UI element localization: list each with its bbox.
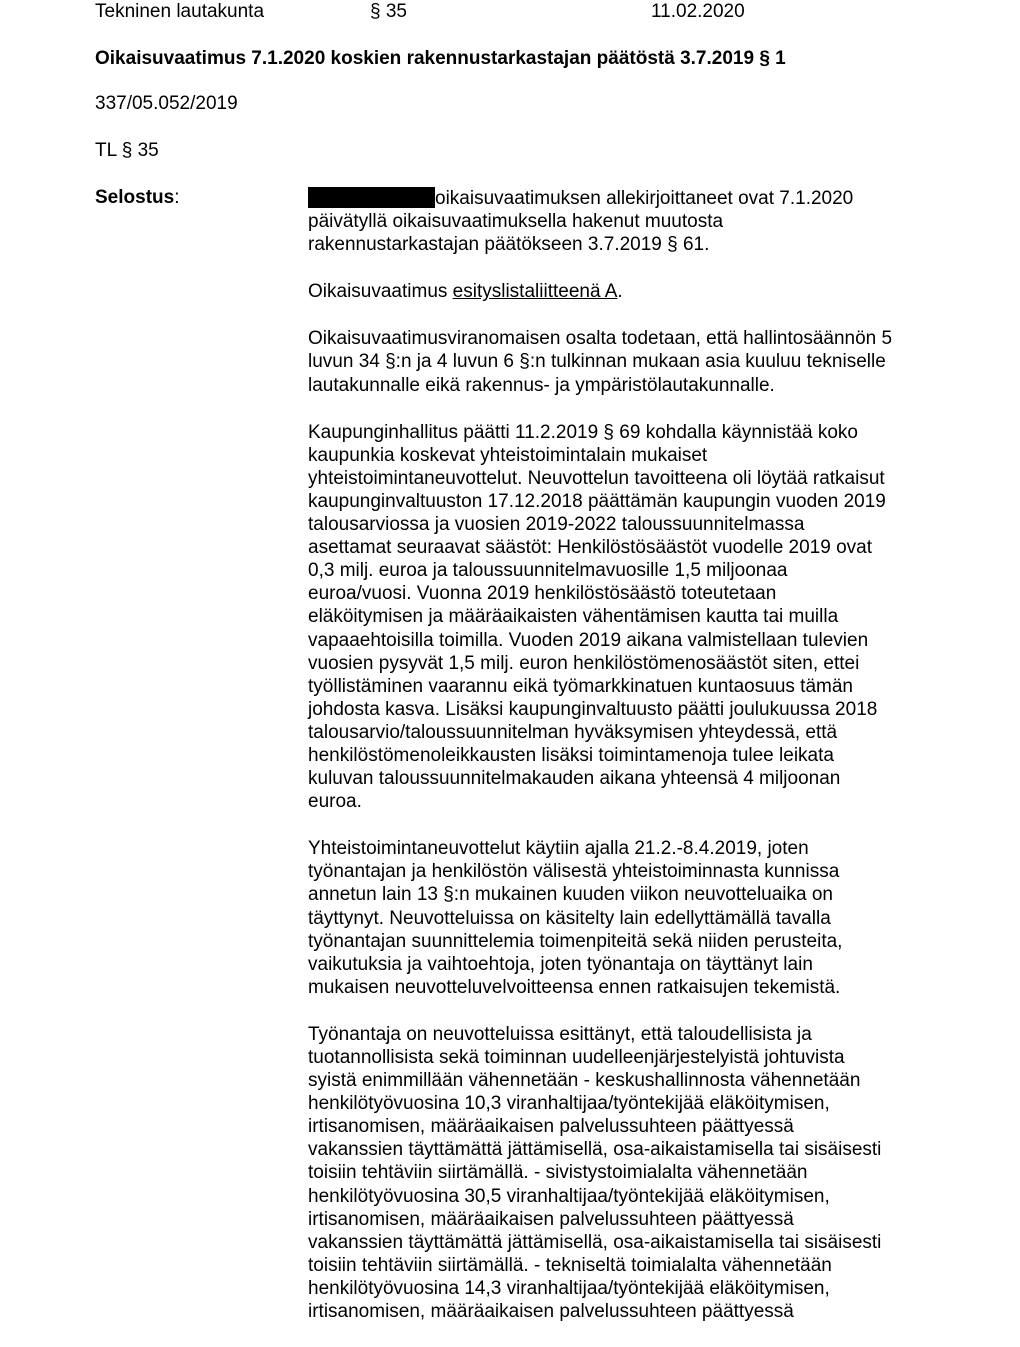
paragraph-line: täyttynyt. Neuvotteluissa on käsitelty lain edellyttämällä tavalla <box>308 907 831 929</box>
attachment-link[interactable]: esityslistaliitteenä A <box>452 281 618 303</box>
paragraph-line: työnantajan suunnittelemia toimenpiteitä sekä niiden perusteita, <box>308 930 843 952</box>
paragraph-line: vuosien pysyvät 1,5 milj. euron henkilöstömenosäästöt siten, ettei <box>308 652 860 674</box>
paragraph-line: tuotannollisista sekä toiminnan uudelleenjärjestelyistä johtuvista <box>308 1047 845 1068</box>
paragraph-line: henkilötyövuosina 14,3 viranhaltijaa/työntekijää eläköitymisen, <box>308 1277 830 1299</box>
paragraph-line: euroa. <box>308 791 362 813</box>
paragraph-line: kaupunkia koskevat yhteistoimintalain mukaiset <box>308 444 708 466</box>
paragraph-line <box>308 280 938 303</box>
paragraph-reductions <box>308 1023 938 1323</box>
paragraph-line: irtisanomisen, määräaikaisen palvelussuhteen päättyessä <box>308 1301 794 1323</box>
paragraph-line: lautakunnalle eikä rakennus- ja ympäristölautakunnalle. <box>308 374 775 396</box>
paragraph-line: henkilötyövuosina 30,5 viranhaltijaa/työntekijää eläköitymisen, <box>308 1185 830 1207</box>
section-number: § 35 <box>370 1 407 22</box>
attachment-suffix: . <box>617 281 623 303</box>
paragraph-line: 0,3 milj. euroa ja taloussuunnitelmavuosille 1,5 miljoonaa <box>308 560 788 582</box>
paragraph-line: kuluvan taloussuunnitelmakauden aikana yhteensä 4 miljoonan <box>308 768 841 790</box>
paragraph-line: Yhteistoimintaneuvottelut käytiin ajalla 21.2.-8.4.2019, joten <box>308 838 809 860</box>
paragraph-line: työnantajan ja henkilöstön välisestä yhteistoiminnasta kunnissa <box>308 861 840 883</box>
paragraph-line: vaikutuksia ja vaihtoehtoja, joten työnantaja on täyttänyt lain <box>308 953 813 975</box>
paragraph-line: henkilöstömenoleikkausten lisäksi toimintamenoja tulee leikata <box>308 744 834 766</box>
selostus-body <box>308 187 938 1347</box>
paragraph-signatories <box>308 187 938 256</box>
paragraph-line: luvun 34 §:n ja 4 luvun 6 §:n tulkinnan mukaan asia kuuluu tekniselle <box>308 351 886 373</box>
minutes-reference: TL § 35 <box>95 140 159 161</box>
paragraph-line: mukaisen neuvotteluvelvoitteensa ennen ratkaisujen tekemistä. <box>308 976 841 998</box>
paragraph-attachment <box>308 280 938 303</box>
paragraph-line: talousarviossa ja vuosien 2019-2022 taloussuunnitelmassa <box>308 514 805 536</box>
paragraph-line: yhteistoimintaneuvottelut. Neuvottelun tavoitteena oli löytää ratkaisut <box>308 467 885 489</box>
attachment-prefix: Oikaisuvaatimus <box>308 281 453 303</box>
board-name: Tekninen lautakunta <box>95 1 265 22</box>
paragraph-line: talousarvio/taloussuunnitelman hyväksymisen yhteydessä, että <box>308 721 838 743</box>
paragraph-line: vapaaehtoisilla toimilla. Vuoden 2019 aikana valmistellaan tulevien <box>308 629 869 651</box>
paragraph-line: irtisanomisen, määräaikaisen palvelussuhteen päättyessä <box>308 1116 794 1138</box>
paragraph-line: toisiin tehtäviin siirtämällä. - sivistystoimialalta vähennetään <box>308 1162 808 1184</box>
paragraph-line: vakanssien täyttämättä jättämisellä, osa-aikaistamisella tai sisäisesti <box>308 1139 882 1161</box>
paragraph-line: eläköitymisen ja määräaikaisten vähentämisen kautta tai muilla <box>308 606 839 628</box>
paragraph-line: annetun lain 13 §:n mukainen kuuden viikon neuvotteluaika on <box>308 884 833 906</box>
paragraph-line: syistä enimmillään vähennetään - keskushallinnosta vähennetään <box>308 1070 861 1092</box>
paragraph-line: Työnantaja on neuvotteluissa esittänyt, että taloudellisista ja <box>308 1023 812 1045</box>
paragraph-authority <box>308 327 938 396</box>
paragraph-negotiations <box>308 837 938 999</box>
paragraph-line: Oikaisuvaatimusviranomaisen osalta todetaan, että hallintosäännön 5 <box>308 328 893 350</box>
meeting-date: 11.02.2020 <box>651 1 745 22</box>
paragraph-city-board-decision <box>308 421 938 814</box>
document-title: Oikaisuvaatimus 7.1.2020 koskien rakennustarkastajan päätöstä 3.7.2019 § 1 <box>95 48 786 69</box>
document-header <box>0 0 1020 26</box>
selostus-label-text: Selostus <box>95 187 175 208</box>
paragraph-line: rakennustarkastajan päätökseen 3.7.2019 § 61. <box>308 234 710 256</box>
paragraph-line: päivätyllä oikaisuvaatimuksella hakenut muutosta <box>308 211 724 233</box>
selostus-label-colon: : <box>174 187 180 208</box>
paragraph-line: kaupunginvaltuuston 17.12.2018 päättämän kaupungin vuoden 2019 <box>308 490 886 512</box>
paragraph-line <box>308 187 938 210</box>
paragraph-line-text: oikaisuvaatimuksen allekirjoittaneet ovat 7.1.2020 <box>435 188 854 209</box>
paragraph-line: työllistäminen vaarannu eikä työmarkkinatuen kuntaosuus tämän <box>308 675 853 697</box>
paragraph-line: euroa/vuosi. Vuonna 2019 henkilöstösäästö toteutetaan <box>308 583 777 605</box>
paragraph-line: henkilötyövuosina 10,3 viranhaltijaa/työntekijää eläköitymisen, <box>308 1093 830 1115</box>
selostus-label <box>95 187 179 209</box>
paragraph-line: toisiin tehtäviin siirtämällä. - tekniseltä toimialalta vähennetään <box>308 1254 832 1276</box>
paragraph-line: Kaupunginhallitus päätti 11.2.2019 § 69 kohdalla käynnistää koko <box>308 421 858 443</box>
diary-number: 337/05.052/2019 <box>95 93 238 114</box>
paragraph-line: asettamat seuraavat säästöt: Henkilöstösäästöt vuodelle 2019 ovat <box>308 537 873 559</box>
redaction-bar <box>308 187 435 208</box>
paragraph-line: johdosta kasva. Lisäksi kaupunginvaltuusto päätti joulukuussa 2018 <box>308 698 878 720</box>
paragraph-line: vakanssien täyttämättä jättämisellä, osa-aikaistamisella tai sisäisesti <box>308 1231 882 1253</box>
paragraph-line: irtisanomisen, määräaikaisen palvelussuhteen päättyessä <box>308 1208 794 1230</box>
